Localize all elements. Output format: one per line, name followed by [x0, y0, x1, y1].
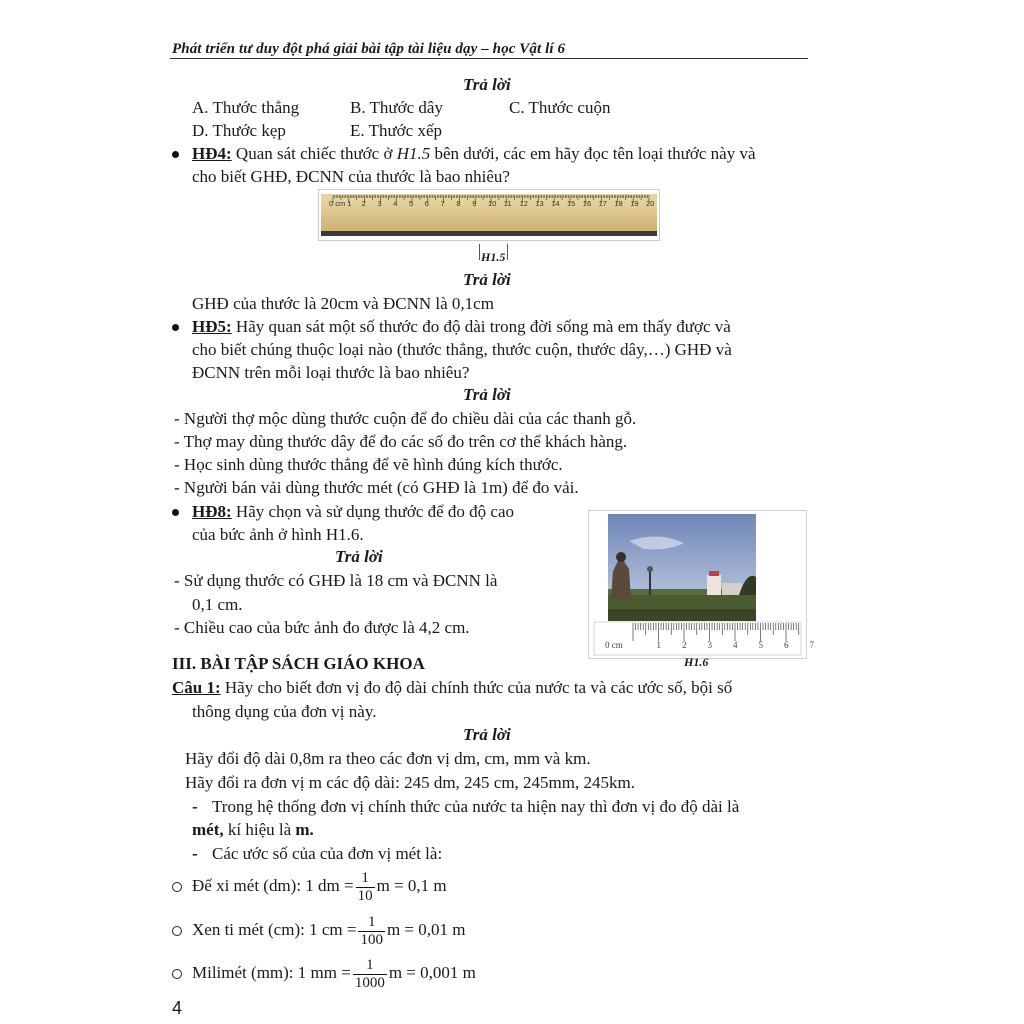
- hd4-text-b: bên dưới, các em hãy đọc tên loại thước này và: [430, 144, 756, 163]
- ruler-tick-label: 18: [614, 199, 623, 208]
- fraction-denominator: 1000: [354, 974, 385, 991]
- hd8-answer-cont: 0,1 cm.: [192, 595, 243, 614]
- bullet-icon: [172, 151, 179, 158]
- answer-label: Trả lời: [463, 725, 511, 744]
- unit-meter: mét,: [192, 820, 224, 839]
- option-c: C. Thước cuộn: [509, 98, 611, 117]
- hd8-text: Hãy chọn và sử dụng thước để đo độ cao: [231, 502, 515, 521]
- unit-label: Để xi mét (dm): 1 dm =: [192, 876, 354, 895]
- hd5-line1: [192, 316, 731, 338]
- hd5-text: Hãy quan sát một số thước đo độ dài trong đời sống mà em thấy được và: [231, 317, 731, 336]
- caption-divider: [507, 244, 508, 260]
- hd4-text-a: Quan sát chiếc thước ở: [231, 144, 397, 163]
- fraction-numerator: 1: [356, 870, 375, 888]
- header-rule: [170, 58, 808, 59]
- ruler-tick-label: 19: [630, 199, 639, 208]
- bullet-icon: [172, 324, 179, 331]
- ruler-tick-label: 7: [809, 640, 814, 650]
- ruler-unit-label: 0 cm: [605, 640, 623, 650]
- ruler-tick-label: 20: [646, 199, 655, 208]
- hd4-tag: HĐ4:: [192, 144, 232, 163]
- unit-cm-row: [192, 910, 465, 950]
- hd5-answer: - Học sinh dùng thước thẳng để vẽ hình đúng kích thước.: [174, 455, 563, 474]
- question-1-extra: Hãy đổi độ dài 0,8m ra theo các đơn vị dm, cm, mm và km.: [185, 749, 591, 768]
- ruler-tick-label: 8: [456, 199, 461, 208]
- fraction-denominator: 10: [357, 887, 373, 904]
- ruler-tick-label: 4: [733, 640, 738, 650]
- hd8-answer: - Sử dụng thước có GHĐ là 18 cm và ĐCNN là: [174, 571, 498, 590]
- option-a: A. Thước thẳng: [192, 98, 300, 117]
- running-header: Phát triển tư duy đột phá giải bài tập tài liệu dạy – học Vật lí 6: [172, 41, 566, 57]
- question-1-line1: [172, 677, 732, 699]
- bullet-icon: [172, 509, 179, 516]
- ruler-unit-label: 0 cm 1: [329, 199, 352, 208]
- option-e: E. Thước xếp: [350, 121, 443, 140]
- hd5-line2: cho biết chúng thuộc loại nào (thước thẳng, thước cuộn, thước dây,…) GHĐ và: [192, 340, 732, 359]
- fraction-numerator: 1: [353, 957, 387, 975]
- hd5-answer: - Người bán vải dùng thước mét (có GHĐ là 1m) để đo vải.: [174, 478, 579, 497]
- unit-label: Milimét (mm): 1 mm =: [192, 963, 351, 982]
- hd5-answer: - Thợ may dùng thước dây để đo các số đo trên cơ thể khách hàng.: [174, 432, 628, 451]
- hd8-line1: [192, 501, 514, 523]
- ruler-tick-label: 3: [707, 640, 712, 650]
- fraction: [353, 957, 387, 992]
- hd8-line2: của bức ảnh ở hình H1.6.: [192, 525, 364, 544]
- ruler-tick-label: 2: [361, 199, 366, 208]
- circle-bullet-icon: [172, 926, 182, 936]
- ruler-tick-label: 6: [784, 640, 789, 650]
- fraction-numerator: 1: [358, 914, 385, 932]
- option-d: D. Thước kẹp: [192, 121, 286, 140]
- ruler-tick-label: 3: [377, 199, 382, 208]
- unit-dm-row: [192, 866, 447, 906]
- hd5-tag: HĐ5:: [192, 317, 232, 336]
- question-1-line2: thông dụng của đơn vị này.: [192, 702, 377, 721]
- circle-bullet-icon: [172, 882, 182, 892]
- fraction: [356, 870, 375, 905]
- option-b: B. Thước dây: [350, 98, 443, 117]
- ruler-tick-label: 5: [758, 640, 763, 650]
- ruler-tick-label: 1: [656, 640, 661, 650]
- hd8-answer: - Chiều cao của bức ảnh đo được là 4,2 cm.: [174, 618, 470, 637]
- ruler-tick-label: 7: [440, 199, 445, 208]
- unit-result: m = 0,01 m: [386, 920, 466, 939]
- answer-2-line: Các ước số của của đơn vị mét là:: [212, 844, 443, 863]
- question-1-text: Hãy cho biết đơn vị đo độ dài chính thức của nước ta và các ước số, bội số: [220, 678, 733, 697]
- ruler-tick-label: 6: [424, 199, 429, 208]
- ruler-tick-label: 4: [393, 199, 398, 208]
- answer-1-mid: kí hiệu là: [223, 820, 296, 839]
- photo-figure: [588, 510, 814, 659]
- answer-label: Trả lời: [463, 75, 511, 94]
- question-1-tag: Câu 1:: [172, 678, 221, 697]
- unit-mm-row: [192, 953, 476, 993]
- dash-marker: -: [192, 797, 198, 816]
- ruler-tick-label: 12: [519, 199, 528, 208]
- unit-result: m = 0,001 m: [388, 963, 476, 982]
- wooden-ruler-image: [319, 190, 659, 240]
- page-number: 4: [172, 998, 183, 1018]
- ruler-tick-label: 14: [551, 199, 560, 208]
- answer-1-line1: Trong hệ thống đơn vị chính thức của nước ta hiện nay thì đơn vị đo độ dài là: [212, 797, 740, 816]
- answer-label: Trả lời: [463, 385, 511, 404]
- answer-label: Trả lời: [463, 270, 511, 289]
- hd5-answer: - Người thợ mộc dùng thước cuộn để đo chiều dài của các thanh gỗ.: [174, 409, 637, 428]
- dash-marker: -: [192, 844, 198, 863]
- answer-label: Trả lời: [335, 547, 383, 566]
- hd4-figure-ref: H1.5: [396, 144, 431, 163]
- hd8-tag: HĐ8:: [192, 502, 232, 521]
- figure-caption-h16: H1.6: [684, 655, 709, 669]
- ruler-tick-label: 10: [488, 199, 497, 208]
- ruler-tick-label: 16: [582, 199, 592, 208]
- unit-label: Xen ti mét (cm): 1 cm =: [192, 920, 357, 939]
- ruler-tick-label: 15: [567, 199, 576, 208]
- fraction: [358, 914, 385, 949]
- ruler-figure: [318, 189, 660, 241]
- ruler-tick-label: 11: [503, 199, 512, 208]
- landscape-photo-with-ruler: [589, 511, 814, 658]
- ruler-tick-label: 2: [682, 640, 687, 650]
- figure-caption-h15: H1.5: [481, 250, 506, 264]
- ruler-tick-label: 5: [409, 199, 414, 208]
- ruler-tick-label: 17: [598, 199, 607, 208]
- fraction-denominator: 100: [360, 931, 383, 948]
- hd4-line1: [192, 143, 756, 165]
- section-heading: III. BÀI TẬP SÁCH GIÁO KHOA: [172, 654, 425, 673]
- hd4-answer: GHĐ của thước là 20cm và ĐCNN là 0,1cm: [192, 294, 494, 313]
- question-1-extra: Hãy đổi ra đơn vị m các độ dài: 245 dm, 245 cm, 245mm, 245km.: [185, 773, 635, 792]
- answer-1-line2: [192, 819, 314, 841]
- caption-divider: [479, 244, 480, 260]
- hd5-line3: ĐCNN trên mỗi loại thước là bao nhiêu?: [192, 363, 470, 382]
- hd4-line2: cho biết GHĐ, ĐCNN của thước là bao nhiêu?: [192, 167, 510, 186]
- ruler-tick-label: 13: [535, 199, 544, 208]
- unit-symbol: m.: [295, 820, 314, 839]
- unit-result: m = 0,1 m: [376, 876, 447, 895]
- ruler-tick-label: 9: [472, 199, 477, 208]
- circle-bullet-icon: [172, 969, 182, 979]
